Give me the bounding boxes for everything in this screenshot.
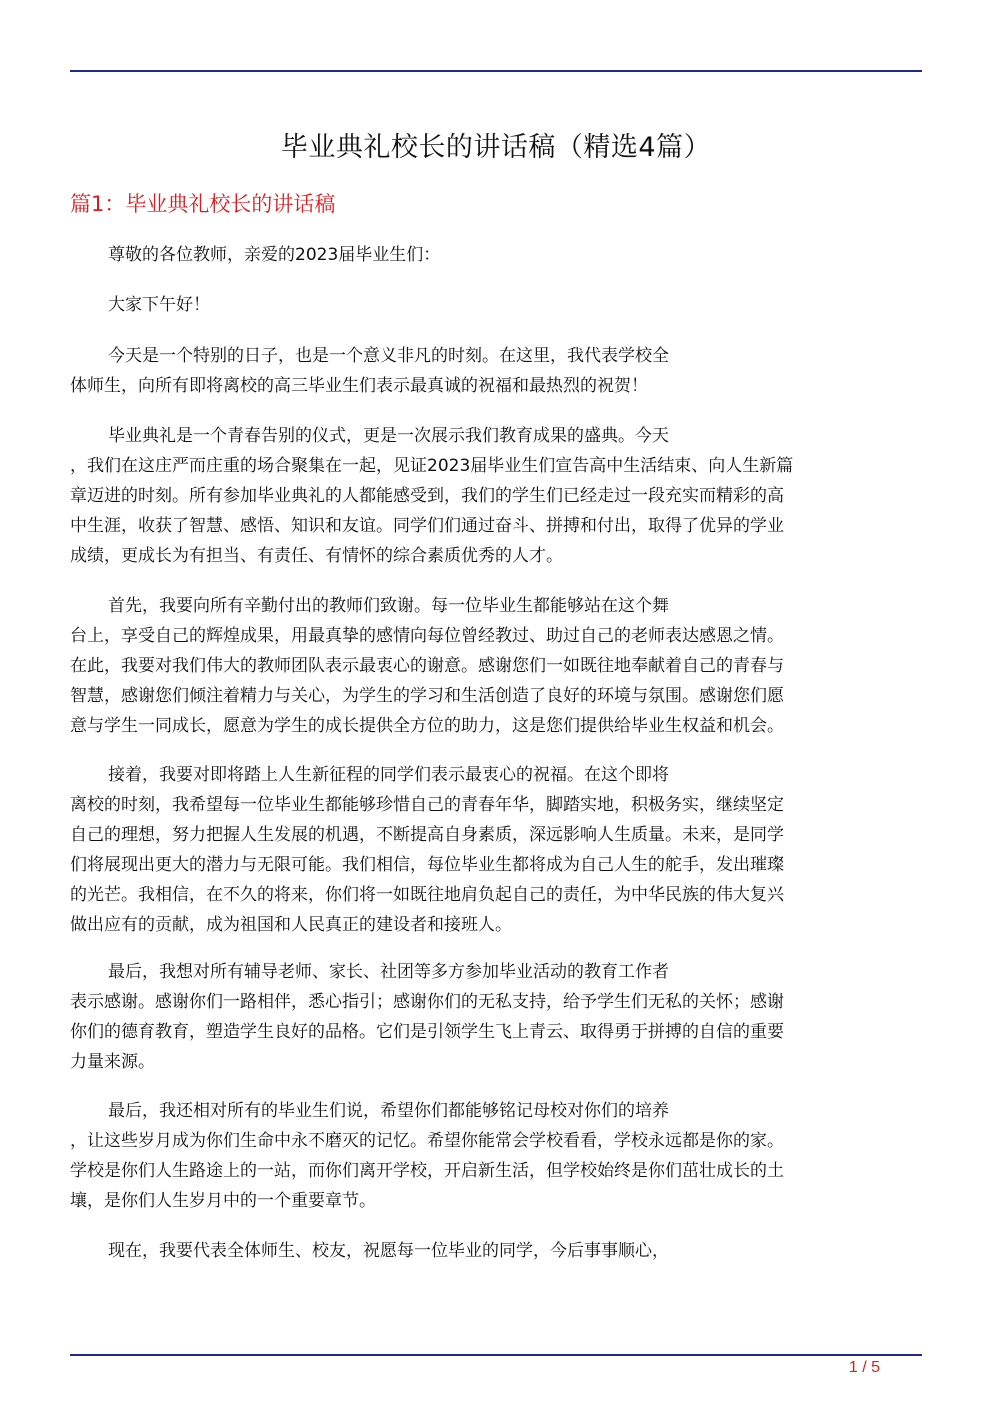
paragraph-line: 毕业典礼是一个青春告别的仪式，更是一次展示我们教育成果的盛典。今天 [108,426,669,446]
paragraph-line: 最后，我还相对所有的毕业生们说，希望你们都能够铭记母校对你们的培养 [108,1101,669,1121]
paragraph-line: 自己的理想，努力把握人生发展的机遇，不断提高自身素质，深远影响人生质量。未来，是同学 [70,825,784,845]
paragraph-thanks-staff [70,957,922,1077]
paragraph-line: 学校是你们人生路途上的一站，而你们离开学校，开启新生活，但学校始终是你们茁壮成长的土 [70,1161,784,1181]
paragraph-line: 离校的时刻，我希望每一位毕业生都能够珍惜自己的青春年华，脚踏实地，积极务实，继续坚定 [70,795,784,815]
paragraph-line: 的光芒。我相信，在不久的将来，你们将一如既往地肩负起自己的责任，为中华民族的伟大复兴 [70,885,784,905]
paragraph-thanks-teachers [70,591,922,741]
paragraph-line: 力量来源。 [70,1052,155,1072]
paragraph-line: 今天是一个特别的日子，也是一个意义非凡的时刻。在这里，我代表学校全 [108,346,669,366]
paragraph-line: 体师生，向所有即将离校的高三毕业生们表示最真诚的祝福和最热烈的祝贺！ [70,376,648,396]
paragraph-line: 章迈进的时刻。所有参加毕业典礼的人都能感受到，我们的学生们已经走过一段充实而精彩的高 [70,486,784,506]
section-heading: 篇1：毕业典礼校长的讲话稿 [70,192,336,216]
paragraph-wishes-students [70,760,922,940]
paragraph-line: 你们的德育教育，塑造学生良好的品格。它们是引领学生飞上青云、取得勇于拼搏的自信的重要 [70,1022,784,1042]
document-title: 毕业典礼校长的讲话稿（精选4篇） [280,132,712,163]
paragraph-alma-mater [70,1096,922,1216]
paragraph-line: ，让这些岁月成为你们生命中永不磨灭的记忆。希望你能常会学校看看，学校永远都是你的家。 [70,1131,784,1151]
footer-rule [70,1354,922,1356]
paragraph-ceremony [70,421,922,571]
paragraph-intro [70,341,922,401]
paragraph-line: ，我们在这庄严而庄重的场合聚集在一起，见证2023届毕业生们宣告高中生活结束、向人生新篇 [70,456,794,476]
paragraph-salutation [70,240,922,270]
paragraph-line: 做出应有的贡献，成为祖国和人民真正的建设者和接班人。 [70,915,512,935]
paragraph-line: 最后，我想对所有辅导老师、家长、社团等多方参加毕业活动的教育工作者 [108,962,669,982]
paragraph-closing-wish [70,1236,922,1266]
paragraph-line: 台上，享受自己的辉煌成果，用最真挚的感情向每位曾经教过、助过自己的老师表达感恩之情。 [70,626,784,646]
paragraph-line: 大家下午好！ [108,295,210,315]
paragraph-line: 尊敬的各位教师，亲爱的2023届毕业生们： [108,245,441,265]
paragraph-line: 智慧，感谢您们倾注着精力与关心，为学生的学习和生活创造了良好的环境与氛围。感谢您们愿 [70,686,784,706]
paragraph-line: 成绩，更成长为有担当、有责任、有情怀的综合素质优秀的人才。 [70,546,563,566]
paragraph-line: 们将展现出更大的潜力与无限可能。我们相信，每位毕业生都将成为自己人生的舵手，发出璀璨 [70,855,784,875]
paragraph-greeting [70,290,922,320]
paragraph-line: 中生涯，收获了智慧、感悟、知识和友谊。同学们们通过奋斗、拼搏和付出，取得了优异的学业 [70,516,784,536]
page-number: 1 / 5 [848,1359,880,1376]
paragraph-line: 首先，我要向所有辛勤付出的教师们致谢。每一位毕业生都能够站在这个舞 [108,596,669,616]
paragraph-line: 壤，是你们人生岁月中的一个重要章节。 [70,1191,376,1211]
paragraph-line: 在此，我要对我们伟大的教师团队表示最衷心的谢意。感谢您们一如既往地奉献着自己的青春与 [70,656,784,676]
header-rule [70,70,922,72]
paragraph-line: 接着，我要对即将踏上人生新征程的同学们表示最衷心的祝福。在这个即将 [108,765,669,785]
paragraph-line: 现在，我要代表全体师生、校友，祝愿每一位毕业的同学，今后事事顺心， [108,1241,669,1261]
paragraph-line: 意与学生一同成长，愿意为学生的成长提供全方位的助力，这是您们提供给毕业生权益和机会。 [70,716,784,736]
paragraph-line: 表示感谢。感谢你们一路相伴，悉心指引；感谢你们的无私支持，给予学生们无私的关怀；感谢 [70,992,784,1012]
